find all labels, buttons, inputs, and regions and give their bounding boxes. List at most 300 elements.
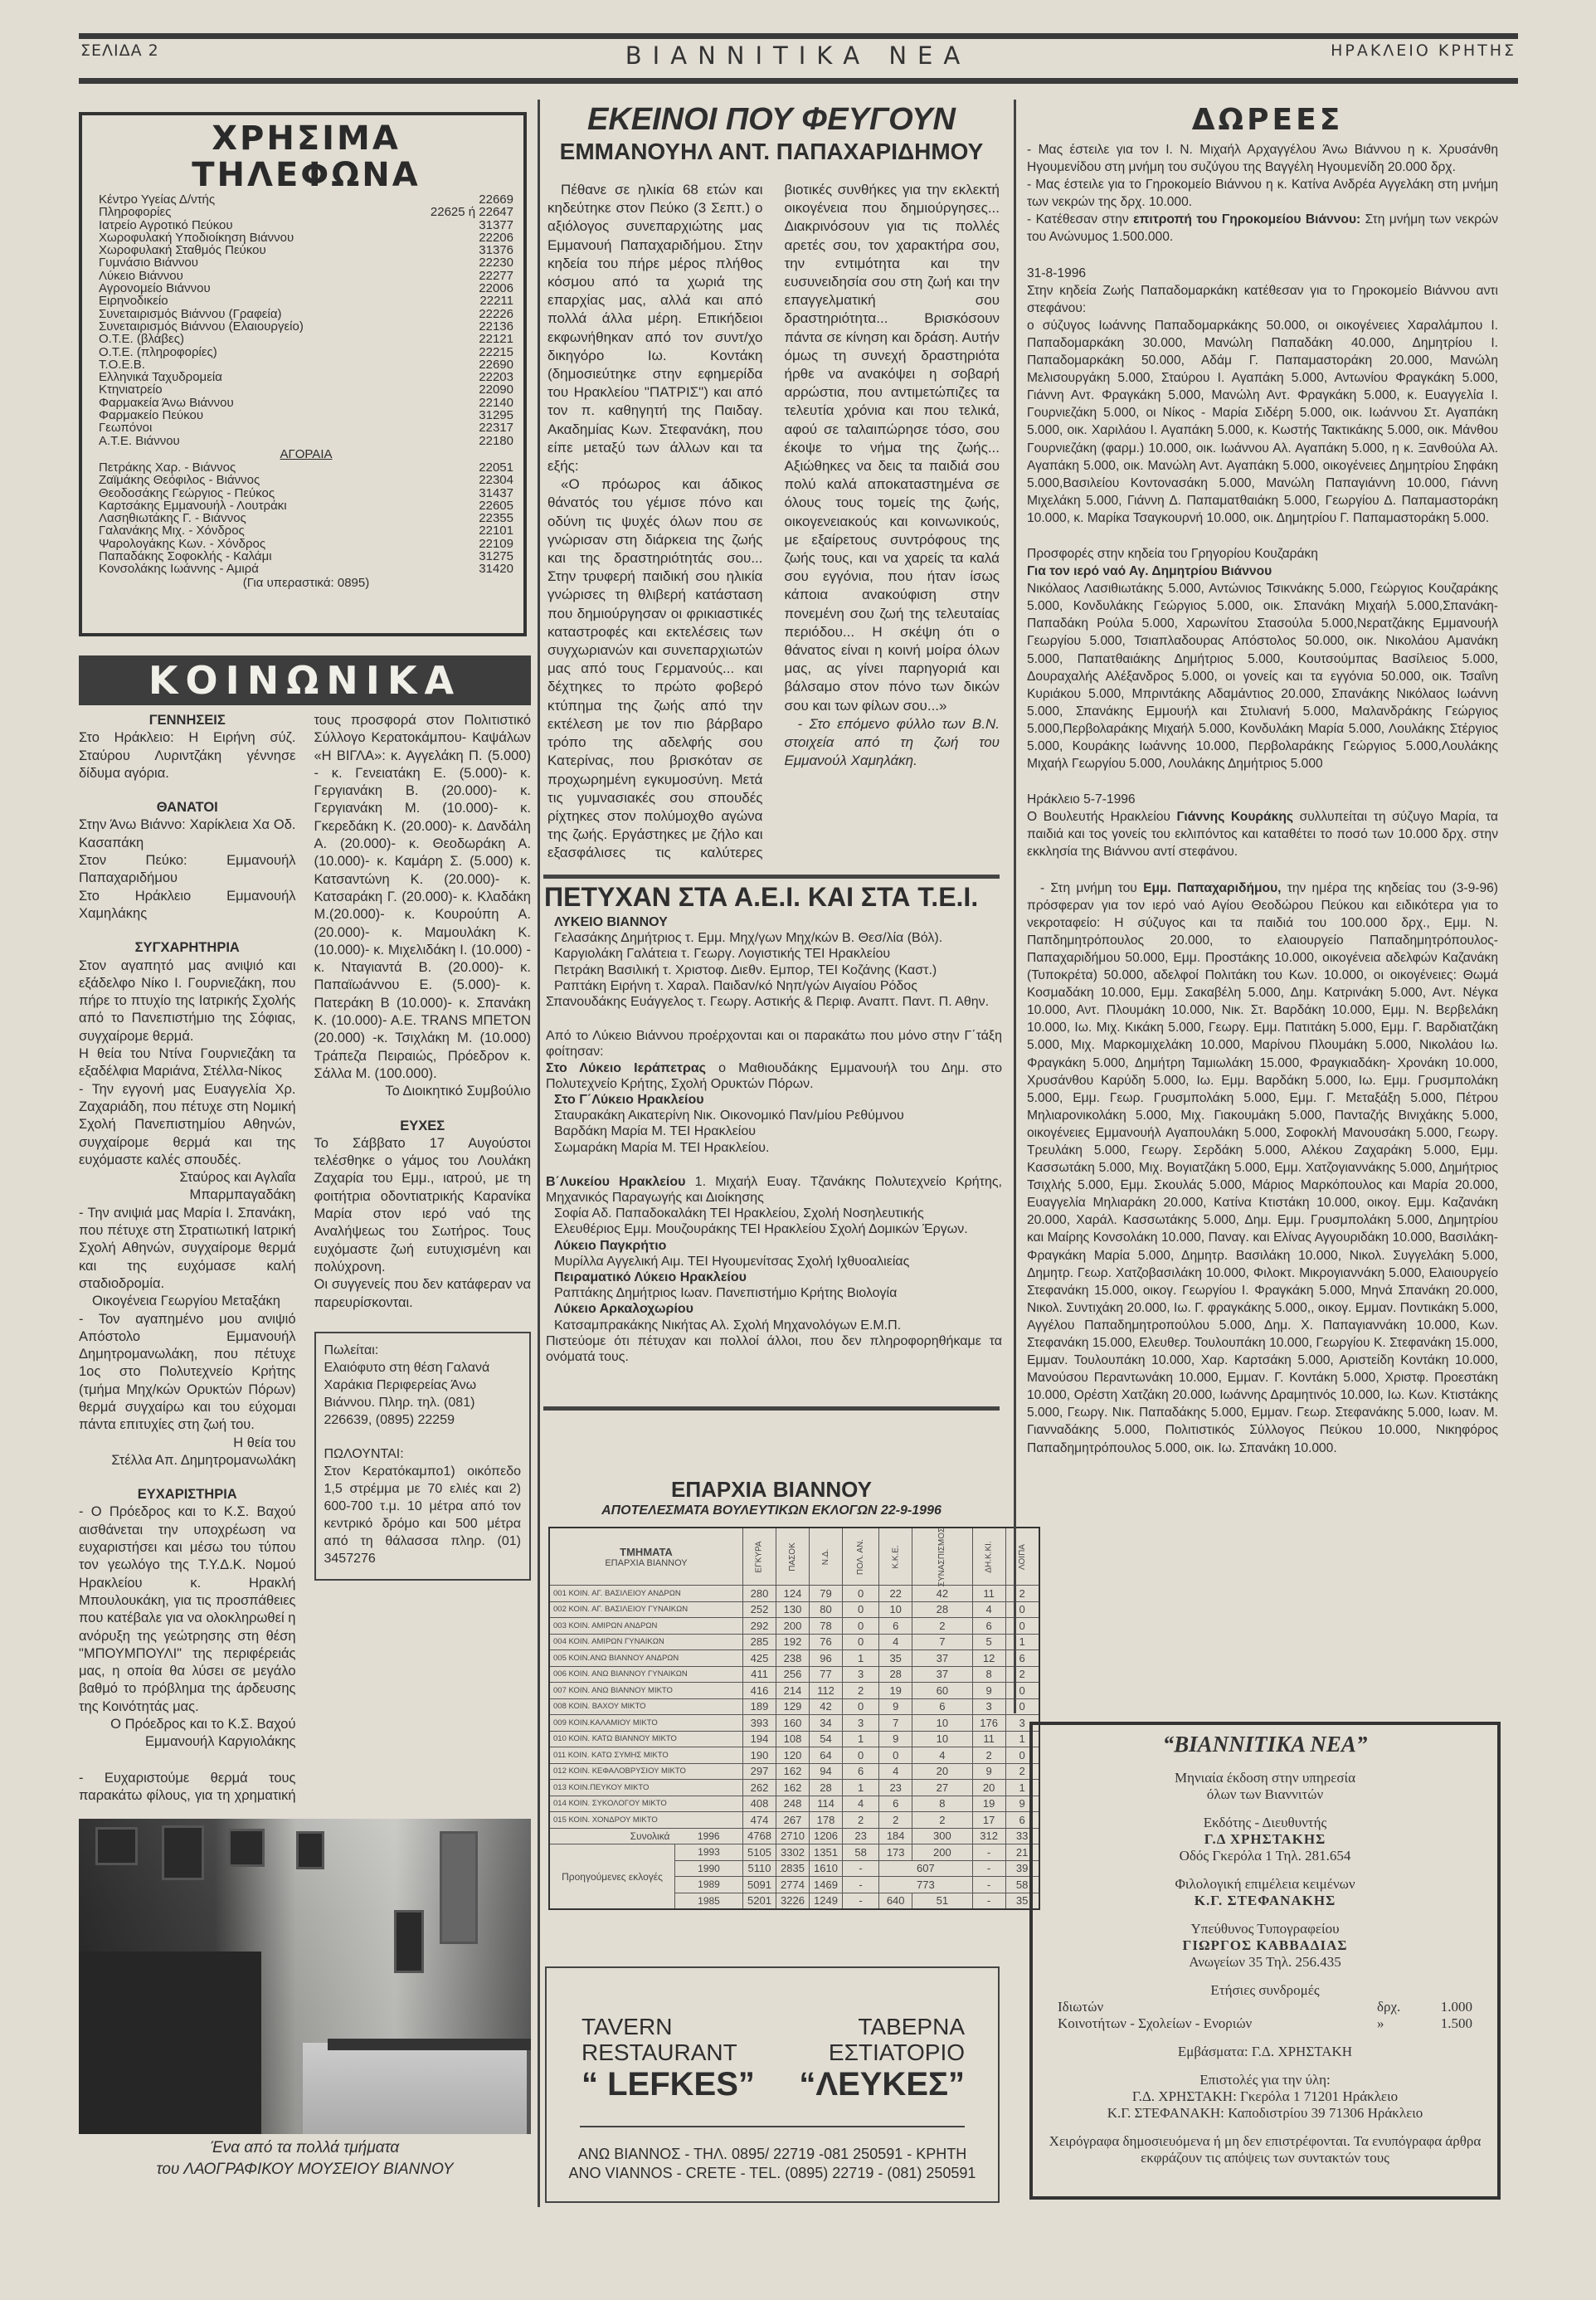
letters-address: Γ.Δ. ΧΡΗΣΤΑΚΗ: Γκερόλα 1 71201 Ηράκλειο	[1131, 2088, 1399, 2104]
paragraph: Καργιολάκη Γαλάτεια τ. Γεωργ. Λογιστικής ΤΕΙ Ηρακλείου	[554, 947, 891, 962]
phone-name: Αγρονομείο Βιάννου	[99, 281, 211, 296]
value-cell: 3302	[776, 1844, 810, 1861]
phone-number: 22226	[479, 306, 513, 321]
value-cell: 10	[879, 1601, 912, 1618]
phone-number: 22006	[479, 281, 513, 296]
column-label: ΠΟΛ. ΑΝ.	[856, 1538, 866, 1576]
value-cell: 23	[843, 1828, 879, 1844]
value-cell: 58	[1005, 1877, 1039, 1893]
bold-heading	[554, 1238, 1002, 1254]
subscription-row	[1033, 1999, 1497, 2015]
tavern-ad	[545, 1966, 1000, 2203]
paragraph: - Μας έστειλε για τον Ι. Ν. Μιχαήλ Αρχαγγέλου Άνω Βιάννου η κ. Χρυσάνθη Ηγουμενίδου στη μνήμη του συζύγου της Βαγγέλη Ηγουμενίδη 20.000 δρχ.	[1027, 143, 1498, 175]
value-cell: 19	[879, 1683, 912, 1699]
tavern-gr-name: “ΛΕΥΚΕΣ”	[799, 2066, 965, 2103]
newspaper-title: ΒΙΑΝΝΙΤΙΚΑ ΝΕΑ	[625, 41, 971, 70]
dated-paragraph: Προσφορές στην κηδεία του Γρηγορίου Κουζαράκη	[1027, 546, 1318, 561]
bold-text: Β΄Λυκείου Ηρακλείου	[546, 1174, 686, 1189]
district-name: 007 ΚΟΙΝ. ΑΝΩ ΒΙΑΝΝΟΥ ΜΙΚΤΟ	[549, 1683, 743, 1699]
location: ΗΡΑΚΛΕΙΟ ΚΡΗΤΗΣ	[1331, 41, 1516, 60]
value-cell: 1610	[810, 1860, 843, 1877]
folklore-museum-photo	[79, 1819, 531, 2134]
bold-text: ΛΥΚΕΙΟ ΒΙΑΝΝΟΥ	[554, 915, 668, 929]
table-row	[549, 1601, 1039, 1618]
obituary-title: ΕΜΜΑΝΟΥΗΛ ΑΝΤ. ΠΑΠΑΧΑΡΙΔΗΜΟΥ	[559, 139, 984, 164]
useful-phones-box	[79, 112, 527, 636]
phone-number: 22215	[479, 344, 513, 359]
tagline: Μηνιαία έκδοση στην υπηρεσία	[1174, 1770, 1356, 1786]
value-cell: 300	[912, 1828, 972, 1844]
phone-row	[99, 231, 513, 244]
phone-row	[99, 524, 513, 537]
phone-row	[99, 295, 513, 307]
phone-row	[99, 563, 513, 575]
value-cell: 1	[843, 1650, 879, 1667]
phone-name: Λύκειο Βιάννου	[99, 268, 183, 283]
value-cell: 79	[810, 1586, 843, 1602]
printer-label: Υπεύθυνος Τυπογραφείου	[1190, 1921, 1340, 1937]
paragraph: - Την εγγονή μας Ευαγγελία Χρ. Ζαχαριάδη, που πέτυχε στη Νομική Σχολή Πανεπιστημίου Αθηνών, συγχαίρομε θερμά και της ευχόμαστε καλές σπουδές.	[79, 1081, 296, 1167]
value-cell: -	[843, 1877, 879, 1893]
value-cell: 2	[912, 1618, 972, 1635]
wall-frame	[95, 1827, 138, 1865]
value-cell: 78	[810, 1618, 843, 1635]
value-cell: -	[972, 1893, 1005, 1909]
divider	[580, 2126, 965, 2127]
currency: δρχ.	[1377, 1999, 1401, 2015]
publication-title: “ΒΙΑΝΝΙΤΙΚΑ ΝΕΑ”	[1162, 1732, 1368, 1757]
subheading: ΓΕΝΝΗΣΕΙΣ	[148, 713, 226, 728]
phone-row	[99, 219, 513, 231]
phone-row	[99, 320, 513, 333]
phone-number: 22121	[479, 332, 513, 347]
value-cell: 28	[810, 1780, 843, 1796]
value-cell: 408	[743, 1796, 776, 1812]
phones-note: (Για υπεραστικά: 0895)	[242, 575, 370, 590]
value-cell: 607	[879, 1860, 972, 1877]
sale-label: Πωλείται:	[324, 1342, 379, 1357]
value-cell: 54	[810, 1731, 843, 1747]
paragraph: Ελευθέριος Εμμ. Μουζουράκης ΤΕΙ Ηρακλείου Σχολή Δομικών Έργων.	[554, 1222, 968, 1237]
section-rule	[543, 875, 1000, 879]
value-cell: 2	[1005, 1763, 1039, 1780]
value-cell: 192	[776, 1634, 810, 1650]
value-cell: 292	[743, 1618, 776, 1635]
value-cell: 22	[879, 1586, 912, 1602]
value-cell: 425	[743, 1650, 776, 1667]
column-header	[743, 1528, 776, 1586]
value-cell: 773	[879, 1877, 972, 1893]
phone-number: 22203	[479, 370, 513, 385]
admissions-text	[546, 914, 1002, 1365]
tavern-address-gr: ΑΝΩ ΒΙΑΝΝΟΣ - ΤΗΛ. 0895/ 22719 -081 250591 - ΚΡΗΤΗ	[577, 2146, 967, 2162]
value-cell: 0	[843, 1698, 879, 1715]
phone-row	[99, 435, 513, 447]
letters-label: Επιστολές για την ύλη:	[1199, 2072, 1331, 2088]
paragraph: Ραπτάκης Δημήτριος Ιωαν. Πανεπιστήμιο Κρήτης Βιολογία	[554, 1286, 898, 1301]
value-cell: 39	[1005, 1860, 1039, 1877]
value-cell: 312	[972, 1828, 1005, 1844]
paragraph: - Την ανιψιά μας Μαρία Ι. Σπανάκη, που πέτυχε στη Στρατιωτική Ιατρική Σχολή Αθηνών, συγχαίρομε θερμά και της ευχόμασε καλή σταδιοδρομία.	[79, 1205, 296, 1291]
value-cell: 124	[776, 1586, 810, 1602]
phone-name: Ο.Τ.Ε. (βλάβες)	[99, 332, 184, 347]
wall-frame	[162, 1825, 204, 1880]
value-cell: 1206	[810, 1828, 843, 1844]
paragraph: Πιστεύομε ότι πέτυχαν και πολλοί άλλοι, που δεν πληροφορηθήκαμε τα ονόματά τους.	[546, 1333, 1002, 1365]
signature: Η θεία του	[233, 1435, 296, 1450]
phone-number: 22211	[479, 294, 513, 309]
value-cell: 200	[912, 1844, 972, 1861]
currency: »	[1377, 2015, 1384, 2031]
value-cell: 0	[1005, 1601, 1039, 1618]
value-cell: 6	[879, 1796, 912, 1812]
bold-heading	[1027, 563, 1498, 580]
dated-paragraph: - Ευχαριστούμε θερμά τους παρακάτω φίλους, για τη χρηματική τους προσφορά στον Πολιτιστικό Σύλλογο Κερατοκάμπου- Καψάλων «Η ΒΙΓΛΑ»: κ. Αγγελάκη Π. (5.000) - κ. Γενειατάκη Ε. (5.000)- κ. Γεργιανάκη Β. (20.000)- κ. Γεργιανάκη Μ. (10.000)- κ. Γκερεδάκη Κ. (20.000)- κ. Δανδάλη Α. (20.000)- κ. Θεοδωράκη Α. (10.000)- κ. Καμάρη Σ. (5.000) κ. Κατσαντώνη Κ. (20.000)- κ. Κατσαράκη Γ. (20.000)- κ. Κλαδάκη Μ.(20.000)- κ. Κουρούπη Α. (20.000)- κ. Μαμουλάκη Κ. (10.000)- κ. Μιχελιδάκη Ι. (10.000) - κ. Νταγιαντά Β. (20.000)- κ. Παπαϊωάννου Ε. (5.000)- κ. Πατεράκη Β (10.000)- κ. Σπανάκη Κ. (10.000)- Α.Ε. TRANS ΜΠΕΤΟΝ (20.000) -κ. Τσιχλάκη Μ. (10.000) Τράπεζα Πειραιώς, Πρόεδρον κ. Σάλλα Μ. (100.000).	[79, 713, 531, 1803]
value-cell: 0	[1005, 1698, 1039, 1715]
value-cell: 11	[972, 1586, 1005, 1602]
phone-name: Ιατρείο Αγροτικό Πεύκου	[99, 217, 233, 232]
phone-row	[99, 538, 513, 550]
value-cell: 112	[810, 1683, 843, 1699]
printer-address: Ανωγείων 35 Τηλ. 256.435	[1189, 1954, 1341, 1970]
value-cell: 5091	[743, 1877, 776, 1893]
tavern-gr-line: ΕΣΤΙΑΤΟΡΙΟ	[828, 2039, 965, 2065]
value-cell: 2710	[776, 1828, 810, 1844]
value-cell: 23	[879, 1780, 912, 1796]
previous-year: 1993	[675, 1844, 743, 1861]
publication-info-box	[1029, 1722, 1501, 2200]
value-cell: 1	[843, 1731, 879, 1747]
paragraph: - Μας έστειλε για το Γηροκομείο Βιάννου η κ. Κατίνα Ανδρέα Αγγελάκη στη μνήμη των νεκρών της δρχ. 10.000.	[1027, 178, 1498, 210]
elections-subtitle: ΑΠΟΤΕΛΕΣΜΑΤΑ ΒΟΥΛΕΥΤΙΚΩΝ ΕΚΛΟΓΩΝ 22-9-1996	[601, 1503, 942, 1518]
disclaimer: Χειρόγραφα δημοσιευόμενα ή μη δεν επιστρέφονται. Τα ενυπόγραφα άρθρα εκφράζουν τις απόψεις των συντακτών τους	[1049, 2133, 1482, 2166]
value-cell: 1	[1005, 1780, 1039, 1796]
table-row	[549, 1666, 1039, 1683]
column-header	[912, 1528, 972, 1586]
value-cell: 10	[912, 1731, 972, 1747]
tavern-address	[547, 2145, 998, 2183]
table-cloth	[303, 2043, 527, 2134]
admissions-title: ΠΕΤΥΧΑΝ ΣΤΑ Α.Ε.Ι. ΚΑΙ ΣΤΑ Τ.Ε.Ι.	[544, 882, 979, 912]
signature: Μπαρμπαγαδάκη	[189, 1187, 296, 1203]
value-cell: 6	[843, 1763, 879, 1780]
value-cell: 2	[972, 1747, 1005, 1764]
district-name: 011 ΚΟΙΝ. ΚΑΤΩ ΣΥΜΗΣ ΜΙΚΤΟ	[549, 1747, 743, 1764]
value-cell: 5105	[743, 1844, 776, 1861]
total-year: 1996	[675, 1828, 743, 1844]
value-cell: 248	[776, 1796, 810, 1812]
value-cell: 0	[843, 1634, 879, 1650]
paragraph: Ο Βουλευτής Ηρακλείου Γιάννης Κουράκης συλλυπείται τη σύζυγο Μαρία, τα παιδιά και τος γονείς του εκλιπόντος και καταθέτει το ποσό των 10.000 δρχ. στην εκκλησία της Βιάννου αντί στεφάνου.	[1027, 810, 1499, 860]
obituary-heading	[543, 101, 1000, 166]
phone-name: Ο.Τ.Ε. (πληροφορίες)	[99, 344, 217, 359]
subscription-row	[1033, 2015, 1497, 2032]
loom-shadow	[79, 1952, 261, 2134]
value-cell: 474	[743, 1812, 776, 1829]
column-label: ΛΟΙΠΑ	[1017, 1544, 1027, 1570]
phone-name: Χωροφυλακή Υποδιοίκηση Βιάννου	[99, 230, 294, 245]
value-cell: 162	[776, 1763, 810, 1780]
value-cell: 35	[1005, 1893, 1039, 1909]
district-name: 003 ΚΟΙΝ. ΑΜΙΡΩΝ ΑΝΔΡΩΝ	[549, 1618, 743, 1635]
value-cell: 267	[776, 1812, 810, 1829]
subscription-type: Κοινοτήτων - Σχολείων - Ενοριών	[1058, 2015, 1253, 2031]
paragraph: Οικογένεια Γεωργίου Μεταξάκη	[92, 1294, 280, 1309]
value-cell: 8	[972, 1666, 1005, 1683]
value-cell: 21	[1005, 1844, 1039, 1861]
value-cell: 5	[972, 1634, 1005, 1650]
phone-row	[99, 487, 513, 499]
value-cell: 4768	[743, 1828, 776, 1844]
district-name: 002 ΚΟΙΝ. ΑΓ. ΒΑΣΙΛΕΙΟΥ ΓΥΝΑΙΚΩΝ	[549, 1601, 743, 1618]
for-sale-ad	[314, 1332, 532, 1581]
column-divider	[538, 100, 540, 2207]
phone-name: Γαλανάκης Μιχ. - Χόνδρος	[99, 524, 245, 538]
value-cell: 28	[879, 1666, 912, 1683]
value-cell: 7	[912, 1634, 972, 1650]
phone-row	[99, 346, 513, 358]
value-cell: 35	[879, 1650, 912, 1667]
publisher-name: Γ.Δ ΧΡΗΣΤΑΚΗΣ	[1204, 1831, 1326, 1847]
election-results-table	[548, 1527, 1040, 1910]
paragraph: Ραπτάκη Ειρήνη τ. Χαραλ. Παιδαν/κό Νηπ/γών Αιγαίου Ρόδος	[554, 978, 917, 993]
phone-name: Κέντρο Υγείας Δ/ντής	[99, 192, 216, 207]
district-name: 008 ΚΟΙΝ. ΒΑΧΟΥ ΜΙΚΤΟ	[549, 1698, 743, 1715]
column-label: ΔΗ.Κ.ΚΙ.	[984, 1541, 994, 1573]
phone-row	[99, 206, 513, 218]
phone-number: 22109	[479, 536, 513, 551]
value-cell: 2	[1005, 1586, 1039, 1602]
donations-title: ΔΩΡΕΕΣ	[1191, 103, 1344, 137]
phone-name: Ειρηνοδικείο	[99, 294, 168, 309]
value-cell: 37	[912, 1650, 972, 1667]
bold-text: Στο Λύκειο Ιεράπετρας	[546, 1060, 706, 1075]
paragraph: Γελασάκης Δημήτριος τ. Εμμ. Μηχ/γων Μηχ/κών Β. Θεσ/λία (Βόλ).	[554, 931, 943, 946]
value-cell: 1249	[810, 1893, 843, 1909]
phone-name: Κονσολάκης Ιωάννης - Αμιρά	[99, 562, 259, 577]
district-name: 012 ΚΟΙΝ. ΚΕΦΑΛΟΒΡΥΣΙΟΥ ΜΙΚΤΟ	[549, 1763, 743, 1780]
value-cell: 130	[776, 1601, 810, 1618]
bold-heading	[554, 1269, 1002, 1285]
value-cell: 393	[743, 1715, 776, 1732]
phone-number: 22136	[479, 319, 513, 334]
phone-number: 31420	[479, 562, 513, 577]
paragraph: Στο Ηράκλειο Εμμανουήλ Χαμηλάκης	[79, 888, 296, 921]
phone-row	[99, 371, 513, 383]
value-cell: 2	[879, 1812, 912, 1829]
editor-label: Φιλολογική επιμέλεια κειμένων	[1175, 1876, 1355, 1892]
row-header-cell	[549, 1528, 743, 1586]
table-row	[549, 1780, 1039, 1796]
paragraph: - Τον αγαπημένο μου ανιψιό Απόστολο Εμμανουήλ Δημητρομανωλάκη, που πέτυχε 1ος στο Πολυτεχνείο Κρήτης (τμήμα Μηχ/κών Ορυκτών Πόρων) θερμά συγχαίρω και του εύχομαι πάντα επιτυχίες στη ζωή του.	[79, 1311, 296, 1433]
paragraph: Από το Λύκειο Βιάννου προέρχονται και οι παρακάτω που μόνο στην Γ΄τάξη φοίτησαν:	[546, 1029, 1002, 1060]
district-name: 015 ΚΟΙΝ. ΧΟΝΔΡΟΥ ΜΙΚΤΟ	[549, 1812, 743, 1829]
bold-text: Γιάννης Κουράκης	[1176, 810, 1293, 825]
value-cell: 1351	[810, 1844, 843, 1861]
dated-paragraph: Ηράκλειο 5-7-1996	[1027, 792, 1136, 807]
tavern-en-line: TAVERN	[581, 2014, 673, 2039]
value-cell: 5110	[743, 1860, 776, 1877]
value-cell: 256	[776, 1666, 810, 1683]
value-cell: 42	[912, 1586, 972, 1602]
value-cell: 1	[1005, 1731, 1039, 1747]
value-cell: 178	[810, 1812, 843, 1829]
phone-name: Ψαρολογάκης Κων. - Χόνδρος	[99, 536, 266, 551]
phone-name: Πληροφορίες	[99, 205, 172, 220]
value-cell: -	[972, 1877, 1005, 1893]
phone-number: 31376	[479, 243, 513, 258]
previous-year: 1985	[675, 1893, 743, 1909]
value-cell: 1	[1005, 1634, 1039, 1650]
elections-heading	[543, 1477, 1000, 1520]
letters-address: Κ.Γ. ΣΤΕΦΑΝΑΚΗ: Καποδιστρίου 39 71306 Ηράκλειο	[1107, 2105, 1423, 2121]
subscriptions-label: Ετήσιες συνδρομές	[1210, 1982, 1320, 1998]
district-name: 001 ΚΟΙΝ. ΑΓ. ΒΑΣΙΛΕΙΟΥ ΑΝΔΡΩΝ	[549, 1586, 743, 1602]
paragraph: Στην κηδεία Ζωής Παπαδομαρκάκη κατέθεσαν για το Γηροκομείο Βιάννου αντι στεφάνου:	[1027, 283, 1498, 315]
phone-number: 22669	[479, 192, 513, 207]
value-cell: 0	[1005, 1747, 1039, 1764]
value-cell: 114	[810, 1796, 843, 1812]
phone-name: Κτηνιατρείο	[99, 383, 163, 397]
phone-name: Ελληνικά Ταχυδρομεία	[99, 370, 222, 385]
column-label: Κ.Κ.Ε.	[891, 1545, 901, 1569]
phone-name: Συνεταιρισμός Βιάννου (Ελαιουργείο)	[99, 319, 304, 334]
column-divider	[1014, 100, 1016, 1713]
phone-name: Γεωπόνοι	[99, 421, 153, 436]
column-header	[1005, 1528, 1039, 1586]
photo-caption	[79, 2137, 531, 2181]
value-cell: 4	[912, 1747, 972, 1764]
phone-number: 22090	[479, 383, 513, 397]
payments: Εμβάσματα: Γ.Δ. ΧΡΗΣΤΑΚΗ	[1177, 2044, 1353, 2059]
value-cell: 0	[1005, 1618, 1039, 1635]
table-row	[549, 1698, 1039, 1715]
social-section	[79, 712, 531, 1815]
phone-name: Χωροφυλακή Σταθμός Πεύκου	[99, 243, 266, 258]
phone-number: 22140	[479, 395, 513, 410]
editor-name: Κ.Γ. ΣΤΕΦΑΝΑΚΗΣ	[1194, 1893, 1336, 1908]
admissions-section	[544, 881, 1002, 1365]
caption-line: Ένα από τα πολλά τμήματα	[210, 2139, 400, 2156]
obituary-kicker: ΕΚΕΙΝΟΙ ΠΟΥ ΦΕΥΓΟΥΝ	[587, 102, 956, 137]
value-cell: 0	[843, 1601, 879, 1618]
value-cell: 3	[843, 1666, 879, 1683]
bold-text: επιτροπή του Γηροκομείου Βιάννου:	[1133, 212, 1361, 227]
value-cell: 51	[912, 1893, 972, 1909]
phone-number: 22317	[479, 421, 513, 436]
paragraph: ο σύζυγος Ιωάννης Παπαδομαρκάκης 50.000, οι οικογένειες Χαραλάμπου Ι. Παπαδομαρκάκη 30.000, Μανώλη Παπαδάκη 40.000, Δημητρίου Ι. Παπαδομαρκάκη 50.000, Αδάμ Γ. Παπαμαστοράκη 20.000, Μανώλη Μελισουργάκη 5.000, Σταύρου Ι. Αγαπάκη 5.000, Αντωνίου Φραγκάκη 5.000, Γιάννη Αντ. Φραγκάκη 5.000, Μανώλη Αντ. Φραγκάκη 5.000, κ. Ευαγγελία Ι. Γουρνιεζάκη 5.000, οι Νίκος - Μαρία Σιδέρη 5.000, οικ. Ιωάννου Στ. Αγαπάκη 5.000, οικ. Χαριλάου Ι. Αγαπάκη 5.000, κ. Κωστής Τακτικάκης 5.000, οικ. Μάνθου Γουρνιεζάκη (φαρμ.) 10.000, οικ. Ιωάννου Αλ. Αγαπάκη 5.000, η κ. Ξανθούλα Αλ. Αγαπάκη 5.000, οικ. Μανώλη Αντ. Αγαπάκη 5.000, οικογένειες Δημητρίου Σηφάκη 5.000,Βασιλείου Κοντονασάκη 5.000, Μανώλη Παπαγιάννη 10.000, Γιάννη Μιχελάκη 5.000, Γιάννη Δ. Παπαματθαιάκη 5.000, Γεωργίου Δ. Παπαμαστοράκη 10.000, κ. Μαρίκα Τσαγκουρνή 10.000, οικ. Δημητρίου Γ. Παπαμαστοράκη 5.000.	[1027, 318, 1498, 525]
bold-text: Στο Γ΄Λύκειο Ηρακλείου	[554, 1093, 704, 1108]
table-row	[549, 1683, 1039, 1699]
district-name: 009 ΚΟΙΝ.ΚΑΛΑΜΙΟΥ ΜΙΚΤΟ	[549, 1715, 743, 1732]
column-header	[843, 1528, 879, 1586]
row-header: ΤΜΗΜΑΤΑ	[620, 1545, 673, 1558]
bench	[328, 2039, 531, 2050]
value-cell: 297	[743, 1763, 776, 1780]
table-row	[549, 1796, 1039, 1812]
subheading: ΕΥΧΑΡΙΣΤΗΡΙΑ	[137, 1487, 237, 1503]
paragraph: Η θεία του Ντίνα Γουρνιεζάκη τα εξαδέλφια Μαριάνα, Στέλλα-Νίκος	[79, 1046, 296, 1079]
phone-name: Συνεταιρισμός Βιάννου (Γραφεία)	[99, 306, 282, 321]
value-cell: 12	[972, 1650, 1005, 1667]
column-label: ΣΥΝΑΣΠΙΣΜΟΣ	[937, 1527, 947, 1587]
table-row	[549, 1715, 1039, 1732]
value-cell: 3	[1005, 1715, 1039, 1732]
section-rule	[543, 1406, 1000, 1411]
paragraph: «Ο πρόωρος και άδικος θάνατός του γέμισε πόνο και οδύνη τις ψυχές όλων που σε γνώρισαν στη διάρκεια της ζωής και της δραστηριότητάς σου... Στην τρυφερή παιδική σου ηλικία γνώρισες τη θλιβερή κατάσταση που δημιούργησαν οι φρικιαστικές καταστροφές και εκτελέσεις των συγχωριανών και συνεπαρχιωτών μας από τους Γερμανούς... και δέχτηκες το πρώτο φοβερό κτύπημα της ζωής από την εκτέλεση με τον πιο βάρβαρο τρόπο της αδελφής σου Κατερίνας, που βρισκόταν σε προχωρημένη εγκυμοσύνη. Μετά τις γυμνασιακές σου σπουδές ρίχτηκες στον πολύμοχθο αγώνα της ζωής. Εργάστηκες με ζήλο και εξασφάλισες τις καλύτερες βιοτικές συνθήκες για την εκλεκτή οικογένεια που δημιούργησες... Διακρινόσουν για τις πολλές αρετές σου, τον χαρακτήρα σου, την εντιμότητα και την ευσυνειδησία σου στη ζωή και την επαγγελματική σου δραστηριότητα... Βρισκόσουν πάντα σε κίνηση και δράση. Αυτήν όμως τη συνεχή δραστηριότα ήρθε να ανακόψει η σοβαρή αρρώστια, που αντιμετώπιζες τα τελευτία χρόνια και που τελικά, αφού σε ταλαιπώρησε τόσο, σου έκοψε το νήμα της ζωής... Αξιώθηκες να δεις τα παιδιά σου πολύ καλά αποκαταστημένα σε όλους τους τομείς της ζωής, οικογενειακούς και κοινωνικούς, με εξαίρετους συντρόφους της ζωής τους, και να χαρείς τα καλά σου εγγόνια, που ήταν ίσως κάποια ανακούφιση στην πονεμένη σου ζωή της τελευταίας περιόδου... Η σκέψη ότι ο θάνατος είναι η κοινή μοίρα όλων μας, ας γίνει παρηγοριά και βάλσαμο στον πόνο των δικών σου και των φίλων σου...»	[547, 182, 1000, 861]
value-cell: 20	[972, 1780, 1005, 1796]
bold-text: Για τον ιερό ναό Αγ. Δημητρίου Βιάννου	[1027, 564, 1272, 579]
paragraph: Σταυρακάκη Αικατερίνη Νικ. Οικονομικό Παν/μίου Ρεθύμνου	[554, 1109, 904, 1123]
tavern-en-name: “ LEFKES”	[581, 2066, 755, 2103]
subscription-price: 1.500	[1440, 2015, 1472, 2031]
value-cell: 120	[776, 1747, 810, 1764]
paragraph: Στον αγαπητό μας ανιψιό και εξάδελφο Νίκο Ι. Γουρνιεζάκη, που πήρε το πτυχίο της Ιατρικής Σχολής από το Πανεπιστήμιο της Σόφιας, συγχαίρομε θερμά.	[79, 958, 296, 1044]
value-cell: -	[972, 1860, 1005, 1877]
district-name: 006 ΚΟΙΝ. ΑΝΩ ΒΙΑΝΝΟΥ ΓΥΝΑΙΚΩΝ	[549, 1666, 743, 1683]
paragraph: Στο Ηράκλειο: Η Ειρήνη σύζ. Σταύρου Λυριντζάκη γέννησε δίδυμα αγόρια.	[79, 730, 296, 781]
column-label: ΠΑΣΟΚ	[788, 1542, 797, 1572]
value-cell: 58	[843, 1844, 879, 1861]
value-cell: 77	[810, 1666, 843, 1683]
table-header-row	[549, 1528, 1039, 1586]
paragraph: Στον Πεύκο: Εμμανουήλ Παπαχαριδήμου	[79, 853, 296, 886]
paragraph: Το Σάββατο 17 Αυγούστοι τελέσθηκε ο γάμος του Λουλάκη Ζαχαρία του Εμμ., ιατρού, με τη φοιτήτρια οδοντιατρικής Καρανίκα Μαρία στον ιερό ναό της Αναλήψεως του Σωτήρος. Τους ευχόμαστε ζωή ευτυχισμένη και πολύχρονη.	[314, 1135, 531, 1274]
paragraph: Σπανουδάκης Ευάγγελος τ. Γεωργ. Αστικής & Περιφ. Αναπτ. Παντ. Π. Αθην.	[546, 995, 990, 1010]
table-row	[549, 1650, 1039, 1667]
phone-number: 31377	[479, 217, 513, 232]
value-cell: 76	[810, 1634, 843, 1650]
phone-row	[99, 512, 513, 524]
value-cell: 285	[743, 1634, 776, 1650]
table-row	[549, 1812, 1039, 1829]
bold-text: Λύκειο Παγκρήτιο	[554, 1238, 667, 1253]
paragraph: - Στη μνήμη του Εμμ. Παπαχαριδήμου, την ημέρα της κηδείας του (3-9-96) πρόσφεραν για τον ιερό ναό Αγίου Θεοδώρου Πεύκου και ειδικότερα για το νεκροταφείο: Η σύζυγος και τα παιδιά του 100.000 δρχ., Εμμ. Ν. Παπδημητρόπουλος 20.000, το ελαιουργείο Παπαδημητρόπουλος- Παπαχαριδήμου 50.000, Εμμ. Προστάκης 10.000, οικογένεια αδελφών Καζανάκη (Τυποκρέτα) 50.000, αδελφοί Πολιτάκη του Κων. 10.000, οι οικογένειες: Θωμά Κοσμαδάκη 10.000, Εμμ. Σακαβέλη 5.000, Δημ. Κατρινάκη 5.000, Αντ. Νέγκα 10.000, Αντ. Πλουμάκη 10.000, Νικ. Στ. Βαρδάκη 10.000, Εμμ. Ν. Βερβελάκη 10.000, Ιω. Μιχ. Κικάκη 5.000, Γεωργ. Εμμ. Πατιτάκη 5.000, Εμμ. Γ. Βαρδιατζάκη 5.000, Μιχ. Μαρκομιχελάκη 10.000, Μαρίνου Πλουμάκη 5.000, Νικολάου Ιω. Φραγκάκη 5.000, Δημήτρη Ταμιωλάκη 15.000, Φραγκιαδάκη- Χρονάκη 10.000, Χρυσάνθου Καρύδη 5.000, Ιω. Εμμ. Βαρδάκη 5.000, Ιω. Εμμ. Γρυσμπολάκη 5.000, Εμμ. Γεωρ. Γρυσμπολάκη 5.000, Εμμ. Γ. Μεταξάξη 5.000, Πέτρου Μηλιαρονικολάκη 5.000, Μιχ. Γιακουμάκη 5.000, Πανταζής Βινιχάκης 5.000, οικογένειες Εμμανουήλ Αγαπουλάκη 5.000, Σοφοκλή Μανουσάκη 5.000, Γεωργ. Τρευλάκη 5.000, Γεωργ. Σερδάκη 5.000, Αλέκου Ζαχαράκη 5.000, Εμμ. Κασσωτάκη 5.000, Μιχ. Βογιατζάκη 5.000, Εμμ. Χατζογιαννάκης 5.000, Δημήτριος Τσιχλής 5.000, Εμμ. Σκουλάς 5.000, Μάριος Μαρκόπουλος και Μαρία 20.000, Ευαγγελία Μηλιαράκη 20.000, Κατίνα Κτιστάκη 10.000, οικογ. Εμμ. Καζανάκη 20.000, Χαράλ. Κασσωτάκης 5.000, Δημ. Εμμ. Γρυσμπολάκη 5.000, Δημητρίου και Μαίρης Κονσολάκη 10.000, Παναγ. και Ελίνας Αγγουριδάκη 10.000, Βασιλάκη- Φραγκάκη Μαρία 5.000, Δημητρ. Βασιλάκη 10.000, Νικολ. Συγγελάκη 5.000, Δημητρ. Γεωρ. Χατζοβασιλάκη 10.000, Φιλοκτ. Μικρογιαννάκη 5.000, Ελαιουργείο Στεφανάκη 15.000, οικογ. Γεωργίου Ι. Φραγκάκη 5.000, Μηνά Σπανάκη 20.000, Νικολ. Συντιχάκη 20.000, Ιω. Γ. φραγκάκης 5.000,, οικογ. Εμμαν. Ποντικάκη 5.000, Αγγέλου Παπαδημητροπούλου 5.000, Δημ. Χ. Παπαγιαννάκη 10.000, Κων. Στεφανάκη 15.000, Ελευθερ. Τουλουπάκη 10.000, Γεωργίου Κ. Στεφανάκη 15.000, Εμμαν. Τουλουπάκη 10.000, Χαρ. Καρτσάκη 5.000, Αριστείδη Κοντάκη 10.000, Μανούσου Περαντωνάκη 10.000, Εμμαν. Γ. Κοντάκη 5.000, Χριστφ. Προεστάκη 10.000, Ορέστη Χατζάκη 20.000, Ιωάννης Δραμητινός 10.000, Ιω. Κων. Κτιστάκης 5.000, Γεωργ. Νικ. Παπαδάκης 5.000, Εμμαν. Γεωρ. Στεφανάκης 5.000, Ιωαν. Μ. Γιανναδάκης 5.000, Πολιτιστικός Σύλλογος Πεύκου 10.000, Νικηφόρος Παπαδημητρόπουλος 5.000, οικ. Ιω. Σπανάκη 10.000.	[1027, 880, 1498, 1455]
signature: Το Διοικητικό Συμβούλιο	[385, 1084, 531, 1099]
subheading: ΘΑΝΑΤΟΙ	[156, 800, 218, 816]
phone-row	[99, 383, 513, 396]
phone-row	[99, 474, 513, 486]
value-cell: 0	[1005, 1683, 1039, 1699]
column-label: ΕΓΚΥΡΑ	[755, 1541, 764, 1573]
phone-number: 22355	[479, 511, 513, 526]
market-title: ΑΓΟΡΑΙΑ	[280, 446, 333, 461]
signature: Εμμανουήλ Καργιολάκης	[145, 1734, 296, 1750]
previous-row	[549, 1844, 1039, 1861]
phone-row	[99, 422, 513, 434]
value-cell: 6	[972, 1618, 1005, 1635]
value-cell: 20	[912, 1763, 972, 1780]
bold-heading	[554, 1301, 1002, 1317]
value-cell: 200	[776, 1618, 810, 1635]
phone-row	[99, 499, 513, 512]
subscriptions-list	[1033, 1999, 1497, 2032]
value-cell: 4	[879, 1634, 912, 1650]
district-name: 005 ΚΟΙΝ.ΑΝΩ ΒΙΑΝΝΟΥ ΑΝΔΡΩΝ	[549, 1650, 743, 1667]
value-cell: 2774	[776, 1877, 810, 1893]
tavern-gr-line: ΤΑΒΕΡΝΑ	[858, 2014, 965, 2039]
value-cell: 7	[879, 1715, 912, 1732]
phone-number: 22206	[479, 230, 513, 245]
dated-paragraph: 31-8-1996	[1027, 266, 1087, 280]
value-cell: 416	[743, 1683, 776, 1699]
value-cell: 1469	[810, 1877, 843, 1893]
phone-name: Φαρμακεία Άνω Βιάννου	[99, 395, 234, 410]
district-name: 013 ΚΟΙΝ.ΠΕΥΚΟΥ ΜΙΚΤΟ	[549, 1780, 743, 1796]
paragraph: Σοφία Αδ. Παπαδοκαλάκη ΤΕΙ Ηρακλείου, Σχολή Νοσηλευτικής	[554, 1206, 924, 1221]
value-cell: 9	[1005, 1796, 1039, 1812]
phones-list	[99, 193, 513, 447]
